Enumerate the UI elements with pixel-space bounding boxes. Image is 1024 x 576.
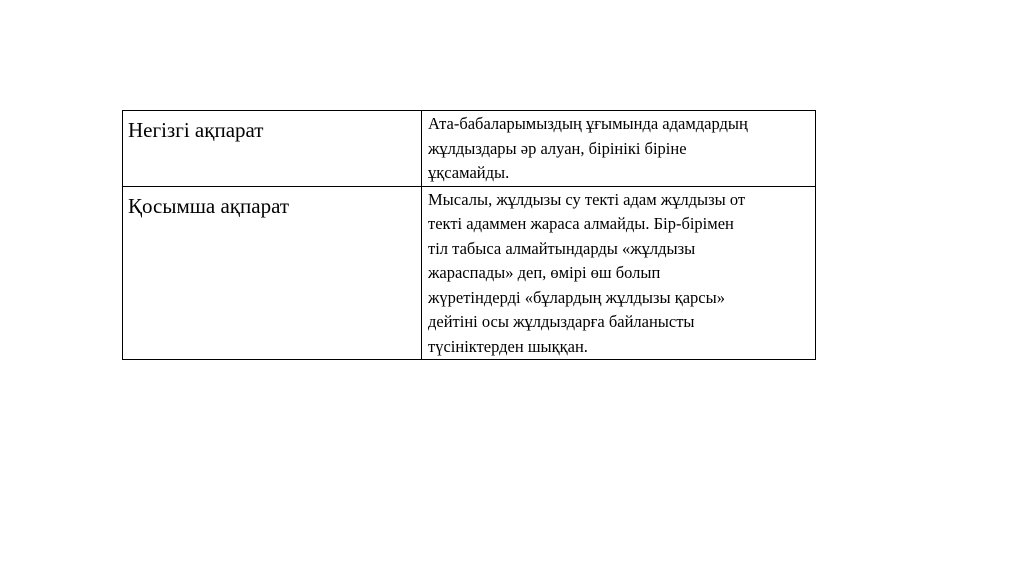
additional-info-text: Мысалы, жұлдызы су текті адам жұлдызы от текті адаммен жараса алмайды. Бір-бірімен тіл табыса алмайтындарды «жұлдызы жараспады» деп, өмірі өш болып жүретіндерді «бұлардың жұлдызы қарсы» дейтіні осы жұлдыздарға байланысты түсініктерден шыққан.: [428, 189, 746, 356]
info-table: [122, 110, 816, 360]
main-info-text: Ата-бабаларымыздың ұғымында адамдардың жұлдыздары әр алуан, бірінікі біріне ұқсамайды.: [428, 114, 748, 182]
label-cell: [123, 186, 422, 360]
table-row-additional-info: [123, 186, 816, 360]
value-cell: [422, 111, 816, 187]
table-row-main-info: [123, 111, 816, 187]
additional-info-label: Қосымша ақпарат: [128, 193, 290, 218]
label-cell: [123, 111, 422, 187]
main-info-label: Негізгі ақпарат: [128, 118, 264, 142]
value-cell: [422, 186, 816, 360]
